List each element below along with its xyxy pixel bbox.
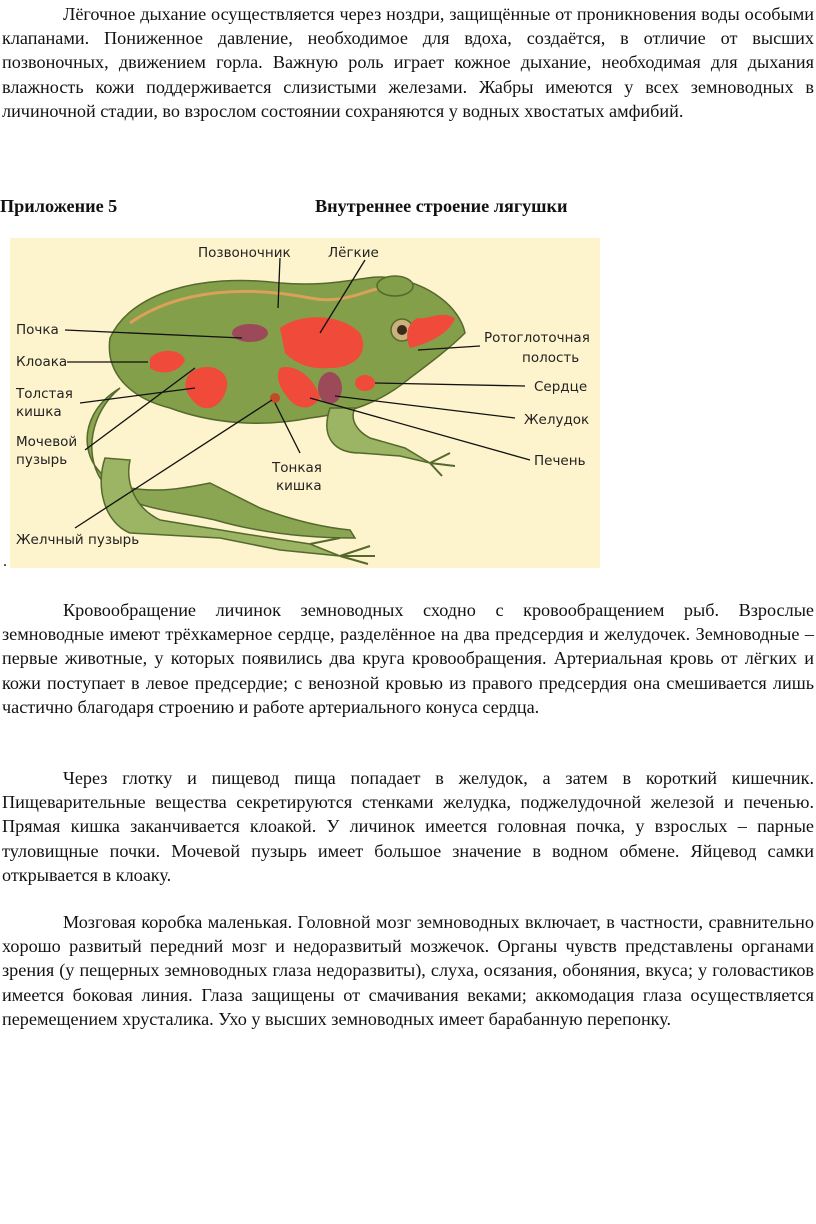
appendix-label: Приложение 5 — [0, 196, 118, 216]
paragraph-circulation: Кровообращение личинок земноводных сходно с кровообращением рыб. Взрослые земноводные имеют трёхкамерное сердце, разделённое на два предсердия и желудочек. Земноводные – первые животные, у которых появились два круга кровообращения. Артериальная кровь от лёгких и кожи поступает в левое предсердие; с венозной кровью из правого предсердия она смешивается лишь частично благодаря строению и работе артериального конуса сердца. — [2, 600, 814, 717]
label-liver: Печень — [534, 453, 586, 469]
label-stomach: Желудок — [524, 412, 590, 428]
stray-dot: . — [3, 553, 7, 570]
frog-anatomy-figure — [10, 238, 600, 568]
frog-diagram — [10, 238, 600, 568]
label-spine: Позвоночник — [198, 245, 291, 261]
label-oropharynx-1: Ротоглоточная — [484, 330, 590, 346]
label-bladder-2: пузырь — [16, 452, 68, 468]
label-lungs: Лёгкие — [328, 245, 379, 261]
label-small-intestine-2: кишка — [276, 478, 322, 494]
label-small-intestine-1: Тонкая — [272, 460, 322, 476]
paragraph-nervous-system: Мозговая коробка маленькая. Головной мозг земноводных включает, в частности, сравнительно хорошо развитый передний мозг и недоразвитый мозжечок. Органы чувств представлены органами зрения (у пещерных земноводных глаза недоразвиты), слуха, осязания, обоняния, вкуса; у головастиков имеется боковая линия. Глаза защищены от смачивания веками; аккомодация глаза осуществляется перемещением хрусталика. Ухо у высших земноводных имеет барабанную перепонку. — [2, 912, 814, 1029]
figure-title: Внутреннее строение лягушки — [315, 196, 568, 216]
label-kidney: Почка — [16, 322, 59, 338]
label-gallbladder: Желчный пузырь — [16, 532, 140, 548]
paragraph-digestion: Через глотку и пищевод пища попадает в желудок, а затем в короткий кишечник. Пищеварительные вещества секретируются стенками желудка, поджелудочной железой и печенью. Прямая кишка заканчивается клоакой. У личинок имеется головная почка, у взрослых – парные туловищные почки. Мочевой пузырь имеет большое значение в водном обмене. Яйцевод самки открывается в клоаку. — [2, 768, 814, 885]
label-cloaca: Клоака — [16, 354, 68, 370]
label-large-intestine-1: Толстая — [16, 386, 73, 402]
label-oropharynx-2: полость — [522, 350, 580, 366]
label-bladder-1: Мочевой — [16, 434, 78, 450]
paragraph-respiration: Лёгочное дыхание осуществляется через ноздри, защищённые от проникновения воды особыми клапанами. Пониженное давление, необходимое для вдоха, создаётся, в отличие от высших позвоночных, движением горла. Важную роль играет кожное дыхание, необходимая для дыхания влажность кожи поддерживается слизистыми железами. Жабры имеются у всех земноводных в личиночной стадии, во взрослом состоянии сохраняются у водных хвостатых амфибий. — [2, 4, 814, 121]
label-heart: Сердце — [534, 379, 588, 395]
label-large-intestine-2: кишка — [16, 404, 62, 420]
